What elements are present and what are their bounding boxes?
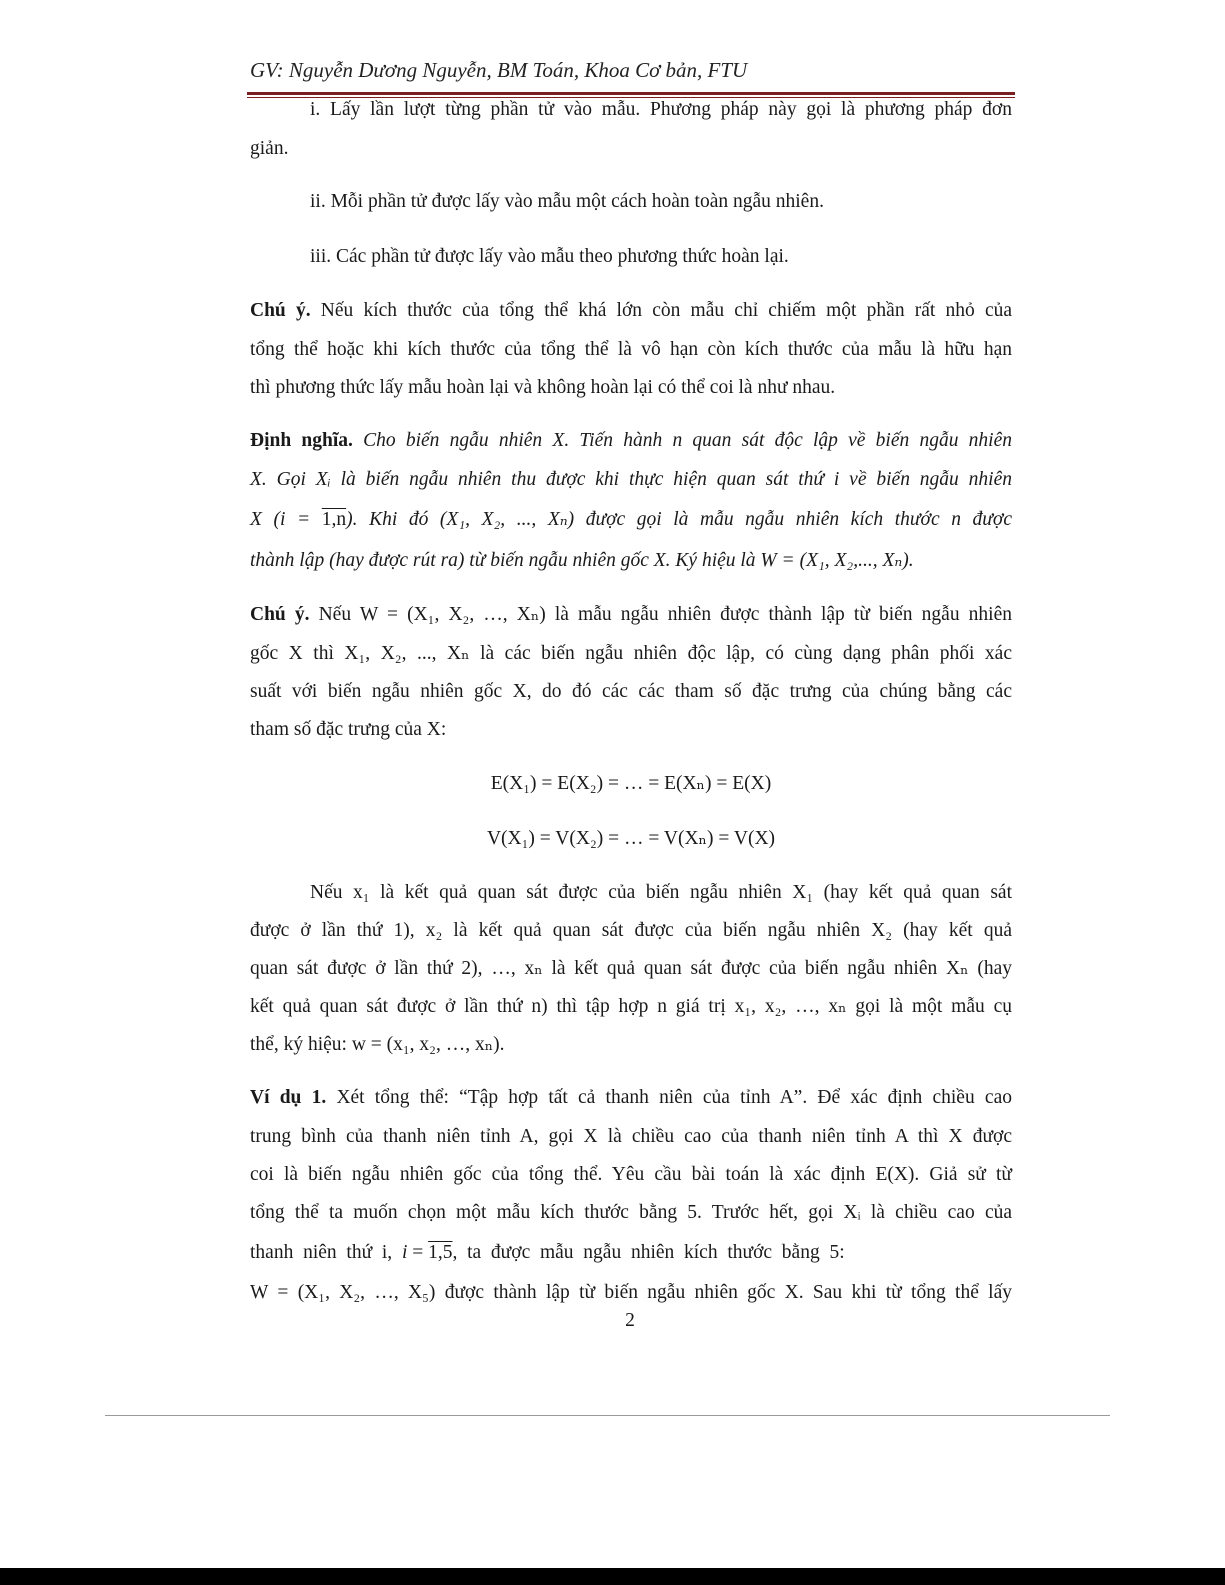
para-line1: Nếu x₁ là kết quả quan sát được của biến ngẫu nhiên X₁ (hay kết quả quan sát — [310, 882, 1012, 903]
page-header: GV: Nguyễn Dương Nguyễn, BM Toán, Khoa Cơ bản, FTU — [250, 58, 748, 82]
definition-line2: X. Gọi Xᵢ là biến ngẫu nhiên thu được khi thực hiện quan sát thứ i về biến ngẫu nhiên — [250, 469, 1012, 490]
para-line5: thể, ký hiệu: w = (x₁, x₂, …, xₙ). — [250, 1034, 505, 1055]
definition-label: Định nghĩa. — [250, 430, 353, 451]
note1-label: Chú ý. — [250, 300, 311, 321]
example-line6: W = (X₁, X₂, …, X₅) được thành lập từ biến ngẫu nhiên gốc X. Sau khi từ tổng thể lấy — [250, 1282, 1012, 1303]
example-line4: tổng thể ta muốn chọn một mẫu kích thước bằng 5. Trước hết, gọi Xᵢ là chiều cao của — [250, 1202, 1012, 1223]
page-bottom-rule — [105, 1415, 1110, 1416]
note1-line3: thì phương thức lấy mẫu hoàn lại và không hoàn lại có thể coi là như nhau. — [250, 377, 836, 398]
list-item-1: i. Lấy lần lượt từng phần tử vào mẫu. Phương pháp này gọi là phương pháp đơn — [310, 99, 1012, 120]
note2-line4: tham số đặc trưng của X: — [250, 719, 447, 740]
note2-label: Chú ý. — [250, 604, 310, 625]
example-line1: Ví dụ 1. Xét tổng thể: “Tập hợp tất cả thanh niên của tỉnh A”. Để xác định chiều cao — [250, 1087, 1012, 1108]
example-line2: trung bình của thanh niên tỉnh A, gọi X là chiều cao của thanh niên tỉnh A thì X được — [250, 1126, 1012, 1147]
range-1-n: 1,n — [321, 509, 347, 530]
viewer-bottom-strip — [0, 1568, 1225, 1585]
example-label: Ví dụ 1. — [250, 1087, 327, 1108]
page-number: 2 — [625, 1310, 635, 1331]
definition-line3: X (i = 1,n). Khi đó (X₁, X₂, ..., Xₙ) được gọi là mẫu ngẫu nhiên kích thước n được — [250, 509, 1012, 530]
definition-line1: Định nghĩa. Cho biến ngẫu nhiên X. Tiến hành n quan sát độc lập về biến ngẫu nhiên — [250, 430, 1012, 451]
list-item-3: iii. Các phần tử được lấy vào mẫu theo phương thức hoàn lại. — [310, 246, 789, 267]
para-line3: quan sát được ở lần thứ 2), …, xₙ là kết quả quan sát được của biến ngẫu nhiên Xₙ (hay — [250, 958, 1012, 979]
note1-line2: tổng thể hoặc khi kích thước của tổng thể là vô hạn còn kích thước của mẫu là hữu hạn — [250, 339, 1012, 360]
note1-line1: Chú ý. Nếu kích thước của tổng thể khá lớn còn mẫu chỉ chiếm một phần rất nhỏ của — [250, 300, 1012, 321]
range-1-5: 1,5 — [428, 1242, 453, 1263]
para-line4: kết quả quan sát được ở lần thứ n) thì tập hợp n giá trị x₁, x₂, …, xₙ gọi là một mẫu cụ — [250, 996, 1012, 1017]
definition-line4: thành lập (hay được rút ra) từ biến ngẫu nhiên gốc X. Ký hiệu là W = (X₁, X₂,..., Xₙ). — [250, 550, 914, 571]
note2-line1: Chú ý. Nếu W = (X₁, X₂, …, Xₙ) là mẫu ngẫu nhiên được thành lập từ biến ngẫu nhiên — [250, 604, 1012, 625]
list-item-2: ii. Mỗi phần tử được lấy vào mẫu một cách hoàn toàn ngẫu nhiên. — [310, 191, 824, 212]
equation-expectation: E(X₁) = E(X₂) = … = E(Xₙ) = E(X) — [490, 773, 772, 794]
equation-variance: V(X₁) = V(X₂) = … = V(Xₙ) = V(X) — [486, 828, 776, 849]
example-line5: thanh niên thứ i, i = 1,5, ta được mẫu ngẫu nhiên kích thước bằng 5: — [250, 1242, 845, 1263]
list-item-1-cont: giản. — [250, 138, 289, 159]
para-line2: được ở lần thứ 1), x₂ là kết quả quan sát được của biến ngẫu nhiên X₂ (hay kết quả — [250, 920, 1012, 941]
header-rule-thick — [247, 92, 1015, 95]
note2-line3: suất với biến ngẫu nhiên gốc X, do đó các các tham số đặc trưng của chúng bằng các — [250, 681, 1012, 702]
example-line3: coi là biến ngẫu nhiên gốc của tổng thể. Yêu cầu bài toán là xác định E(X). Giả sử từ — [250, 1164, 1012, 1185]
note2-line2: gốc X thì X₁, X₂, ..., Xₙ là các biến ngẫu nhiên độc lập, có cùng dạng phân phối xác — [250, 643, 1012, 664]
